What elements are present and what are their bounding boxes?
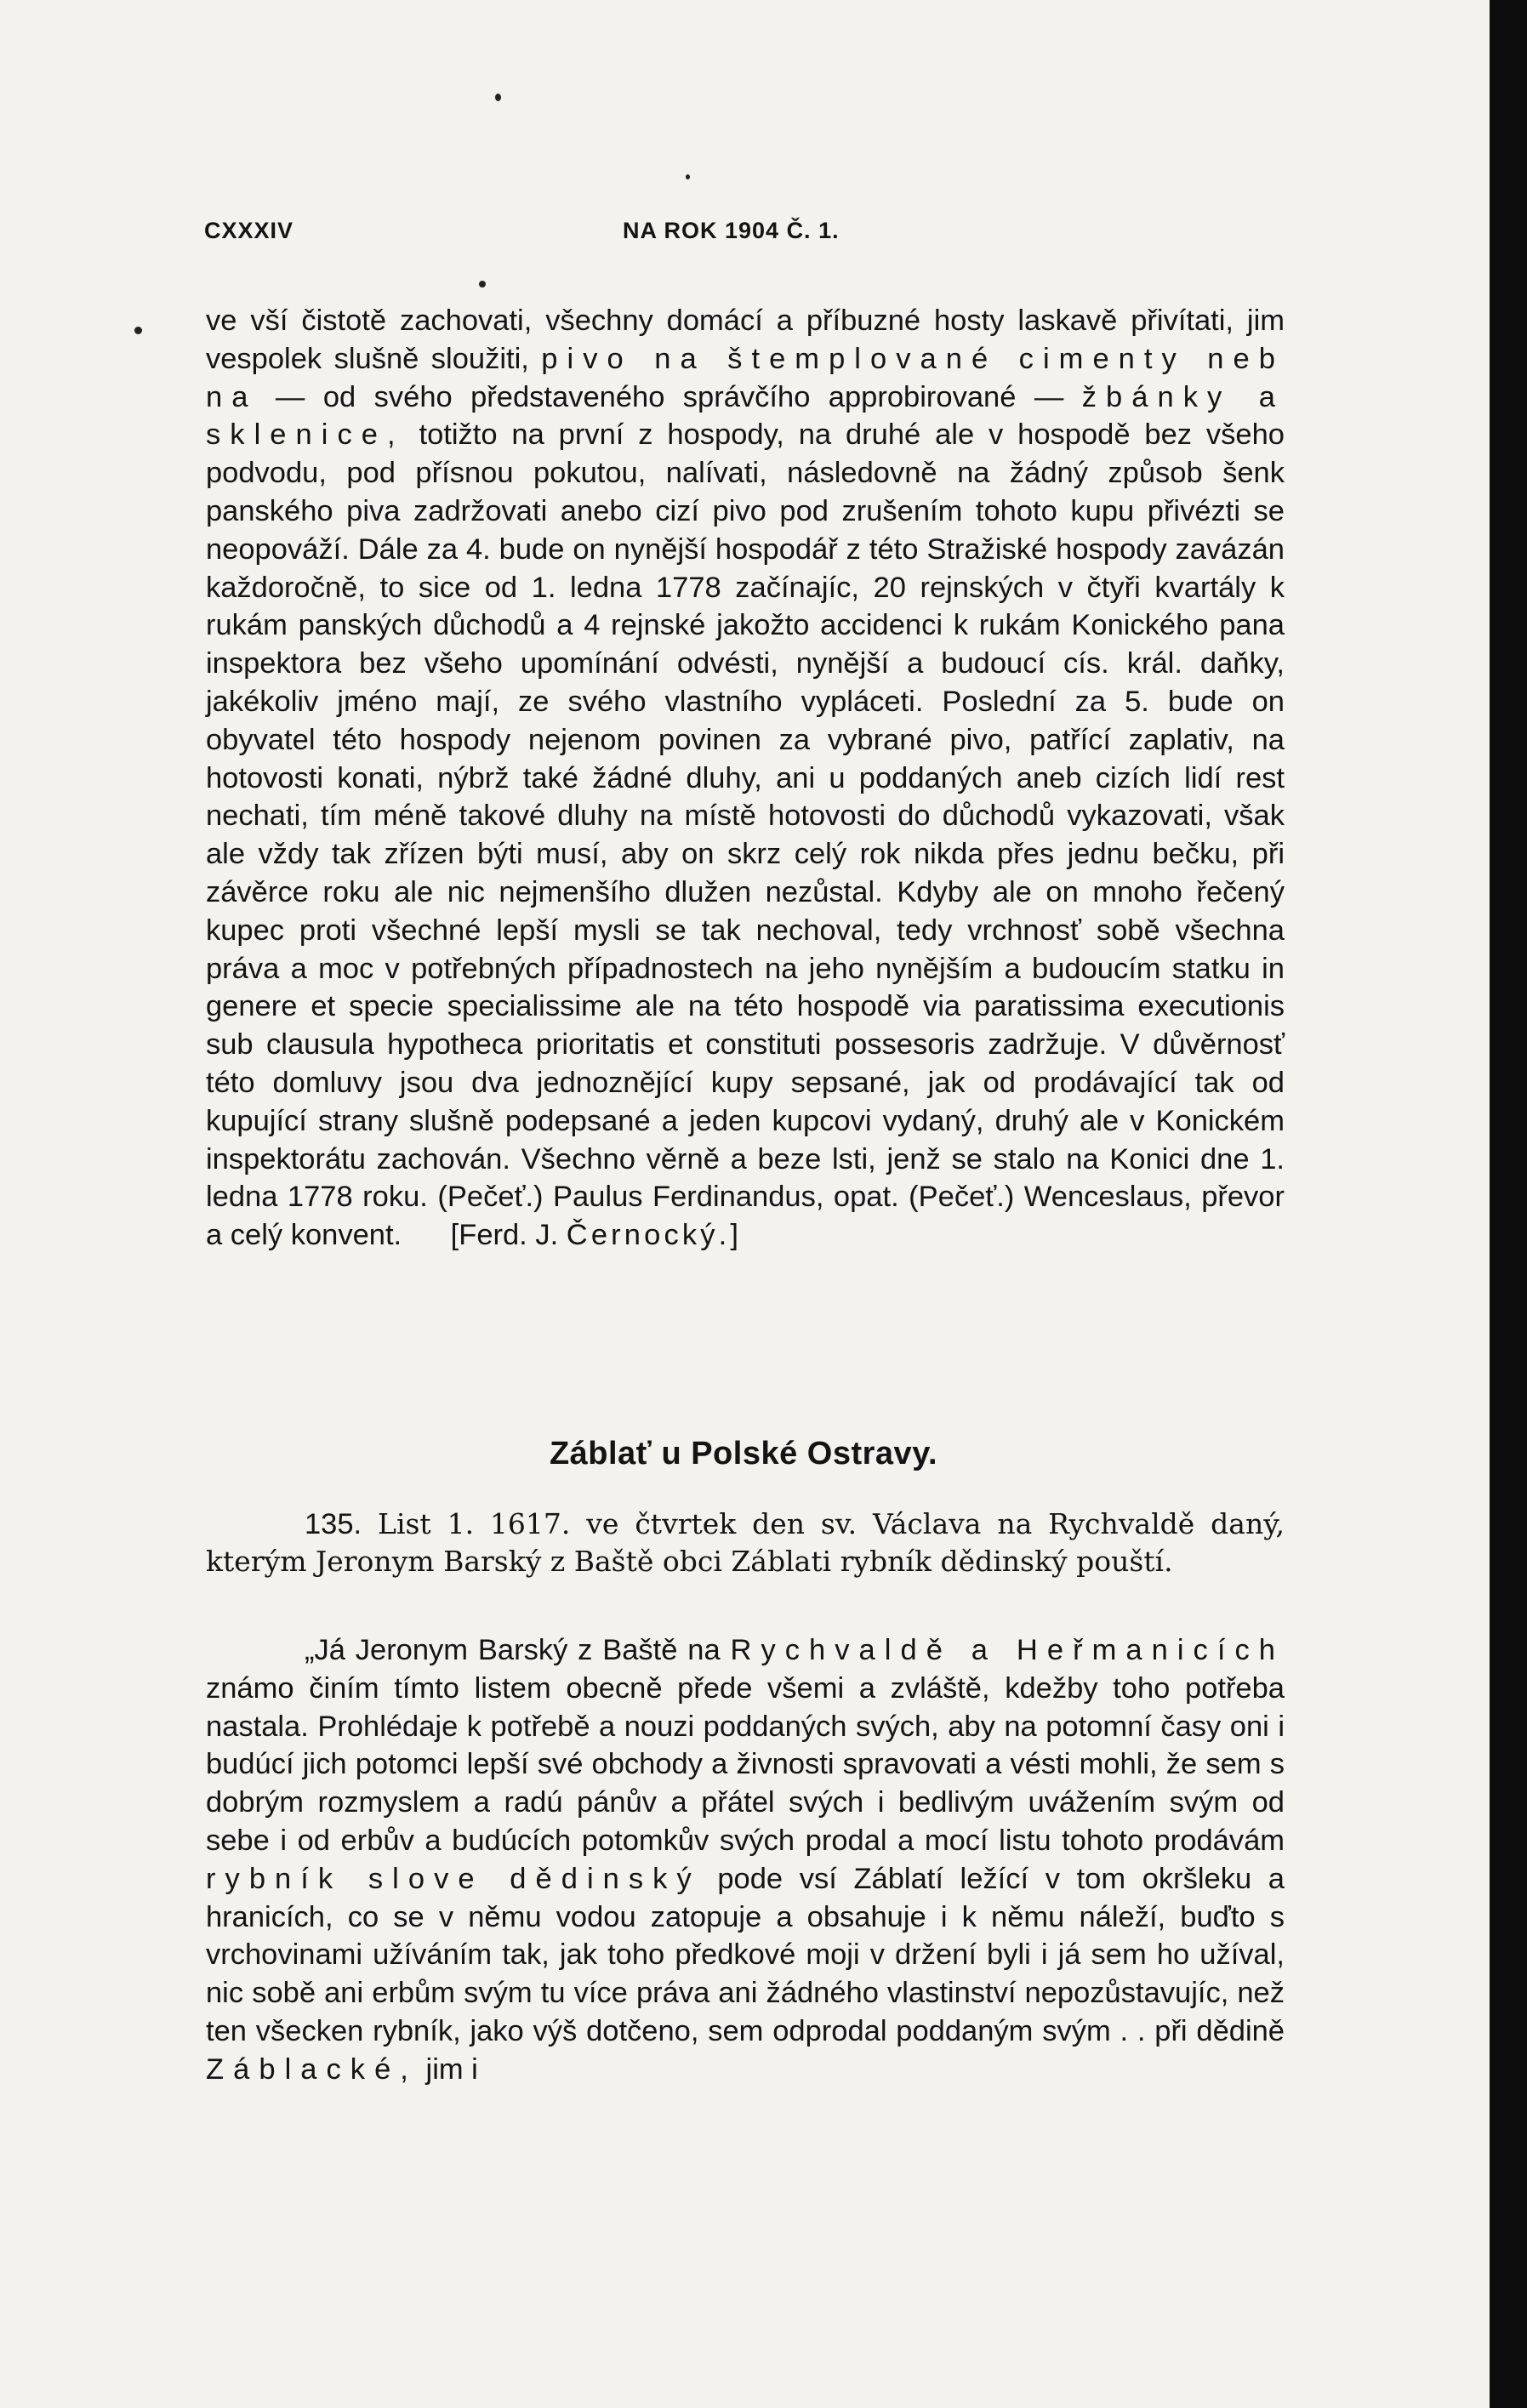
scan-speck xyxy=(686,174,690,179)
spaced-emphasis: pivo na štemplované cimenty neb na xyxy=(206,342,1285,413)
charter-text-segment: známo činím tímto listem obecně přede všemi a zvláště, kdežby toho potřeba nastala. Prohlédaje k potřebě a nouzi poddaných svých, aby na potomní časy oni i budúcí jich potomci lepší své obchody a živnosti spravovati a vésti mohli, že sem s dobrým rozmyslem a radú pánův a přátel svých i bedlivým uvážením svým od sebe i od erbův a budúcích potomkův svých prodal a mocí listu tohoto prodávám xyxy=(206,1671,1285,1857)
regest-text: List 1. 1617. ve čtvrtek den sv. Václava na Rychvaldě daný, kterým Jeronym Barský z Baště obci Záblati rybník dědinský pouští. xyxy=(206,1507,1285,1578)
main-text-segment: — od svého představeného správčího approbirované — xyxy=(275,380,1064,413)
page-number: CXXXIV xyxy=(204,218,294,243)
scan-border xyxy=(1490,0,1527,2408)
scan-speck xyxy=(495,94,501,101)
editor-signature-prefix: [Ferd. J. xyxy=(450,1219,559,1252)
document-regest xyxy=(206,1506,1285,1580)
charter-paragraph xyxy=(206,1631,1285,2089)
charter-text-segment: jim i xyxy=(425,2052,478,2086)
main-paragraph xyxy=(206,302,1285,1255)
spaced-emphasis: rybník slove dědinský xyxy=(206,1862,701,1895)
regest-paragraph xyxy=(206,1506,1285,1580)
running-header xyxy=(204,218,1293,252)
main-text-segment: totižto na první z hospody, na druhé ale v hospodě bez všeho podvodu, pod přísnou pokutou, nalívati, následovně na žádný způsob šenk panského piva zadržovati anebo cizí pivo pod zrušením tohoto kupu přivézti se neopováží. Dále za 4. bude on nynější hospodář z této Stražiské hospody zavázán každoročně, to sice od 1. ledna 1778 začínajíc, 20 rejnských v čtyři kvartály k rukám panských důchodů a 4 rejnské jakožto accidenci k rukám Konického pana inspektora bez všeho upomínání odvésti, nynější a budoucí cís. král. daňky, jakékoliv jméno mají, ze svého vlastního vypláceti. Poslední za 5. bude on obyvatel této hospody nejenom povinen za vybrané pivo, patřící zaplativ, na hotovosti konati, nýbrž také žádné dluhy, ani u poddaných aneb cizích lidí rest nechati, tím méně takové dluhy na místě hotovosti do důchodů vykazovati, však ale vždy tak zřízen býti musí, aby on skrz celý rok nikda přes jednu bečku, při závěrce roku ale nic nejmenšího dlužen nezůstal. Kdyby ale on mnoho řečený kupec proti všechné lepší mysli se tak nechoval, tedy vrchnosť sobě všechna práva a moc v potřebných případnostech na jeho nynějším a budoucím statku in genere et specie specialissime ale na této hospodě via paratissima executionis sub clausula hypotheca prioritatis et constituti possesoris zadržuje. V důvěrnosť této domluvy jsou dva jednoznějící kupy sepsané, jak od prodávající tak od kupující strany slušně podepsané a jeden kupcovi vydaný, druhý ale v Konickém inspektorátu zachován. Všechno věrně a beze lsti, jenž se stalo na Konici dne 1. ledna 1778 roku. (Pečeť.) Paulus Ferdinandus, opat. (Pečeť.) Wenceslaus, převor a celý konvent. xyxy=(206,418,1285,1252)
charter-text-block xyxy=(206,1631,1285,2089)
charter-text-segment: pode vsí Záblatí ležící v tom okršleku a hranicích, co se v němu vodou zatopuje a obsahuje i k němu náleží, buďto s vrchovinami užíváním tak, jak toho předkové moji v držení byli i já sem ho užíval, nic sobě ani erbům svým tu více práva ani žádného vlastinství nepozůstavujíc, než ten všecken rybník, jako výš dotčeno, sem odprodal poddaným svým . . při dědině xyxy=(206,1862,1285,2047)
spaced-emphasis: žbánky a sklenice, xyxy=(206,380,1285,452)
scan-speck xyxy=(479,281,486,287)
main-text-segment: ve vší čistotě zachovati, všechny domácí a příbuzné hosty laskavě přivítati, jim vespolek slušně sloužiti, xyxy=(206,305,1285,375)
document-number: 135. xyxy=(305,1508,362,1540)
charter-text-segment: „Já Jeronym Barský z Baště na xyxy=(305,1634,721,1666)
spaced-emphasis: Rychvaldě a Heřmanicích xyxy=(730,1634,1285,1666)
section-heading: Záblať u Polské Ostravy. xyxy=(549,1436,938,1472)
scan-speck xyxy=(134,327,142,334)
main-text-block xyxy=(206,302,1285,1255)
running-title: NA ROK 1904 Č. 1. xyxy=(623,218,840,243)
spaced-emphasis: Záblacké, xyxy=(206,2052,418,2086)
editor-signature-name: Černocký.] xyxy=(566,1219,743,1252)
